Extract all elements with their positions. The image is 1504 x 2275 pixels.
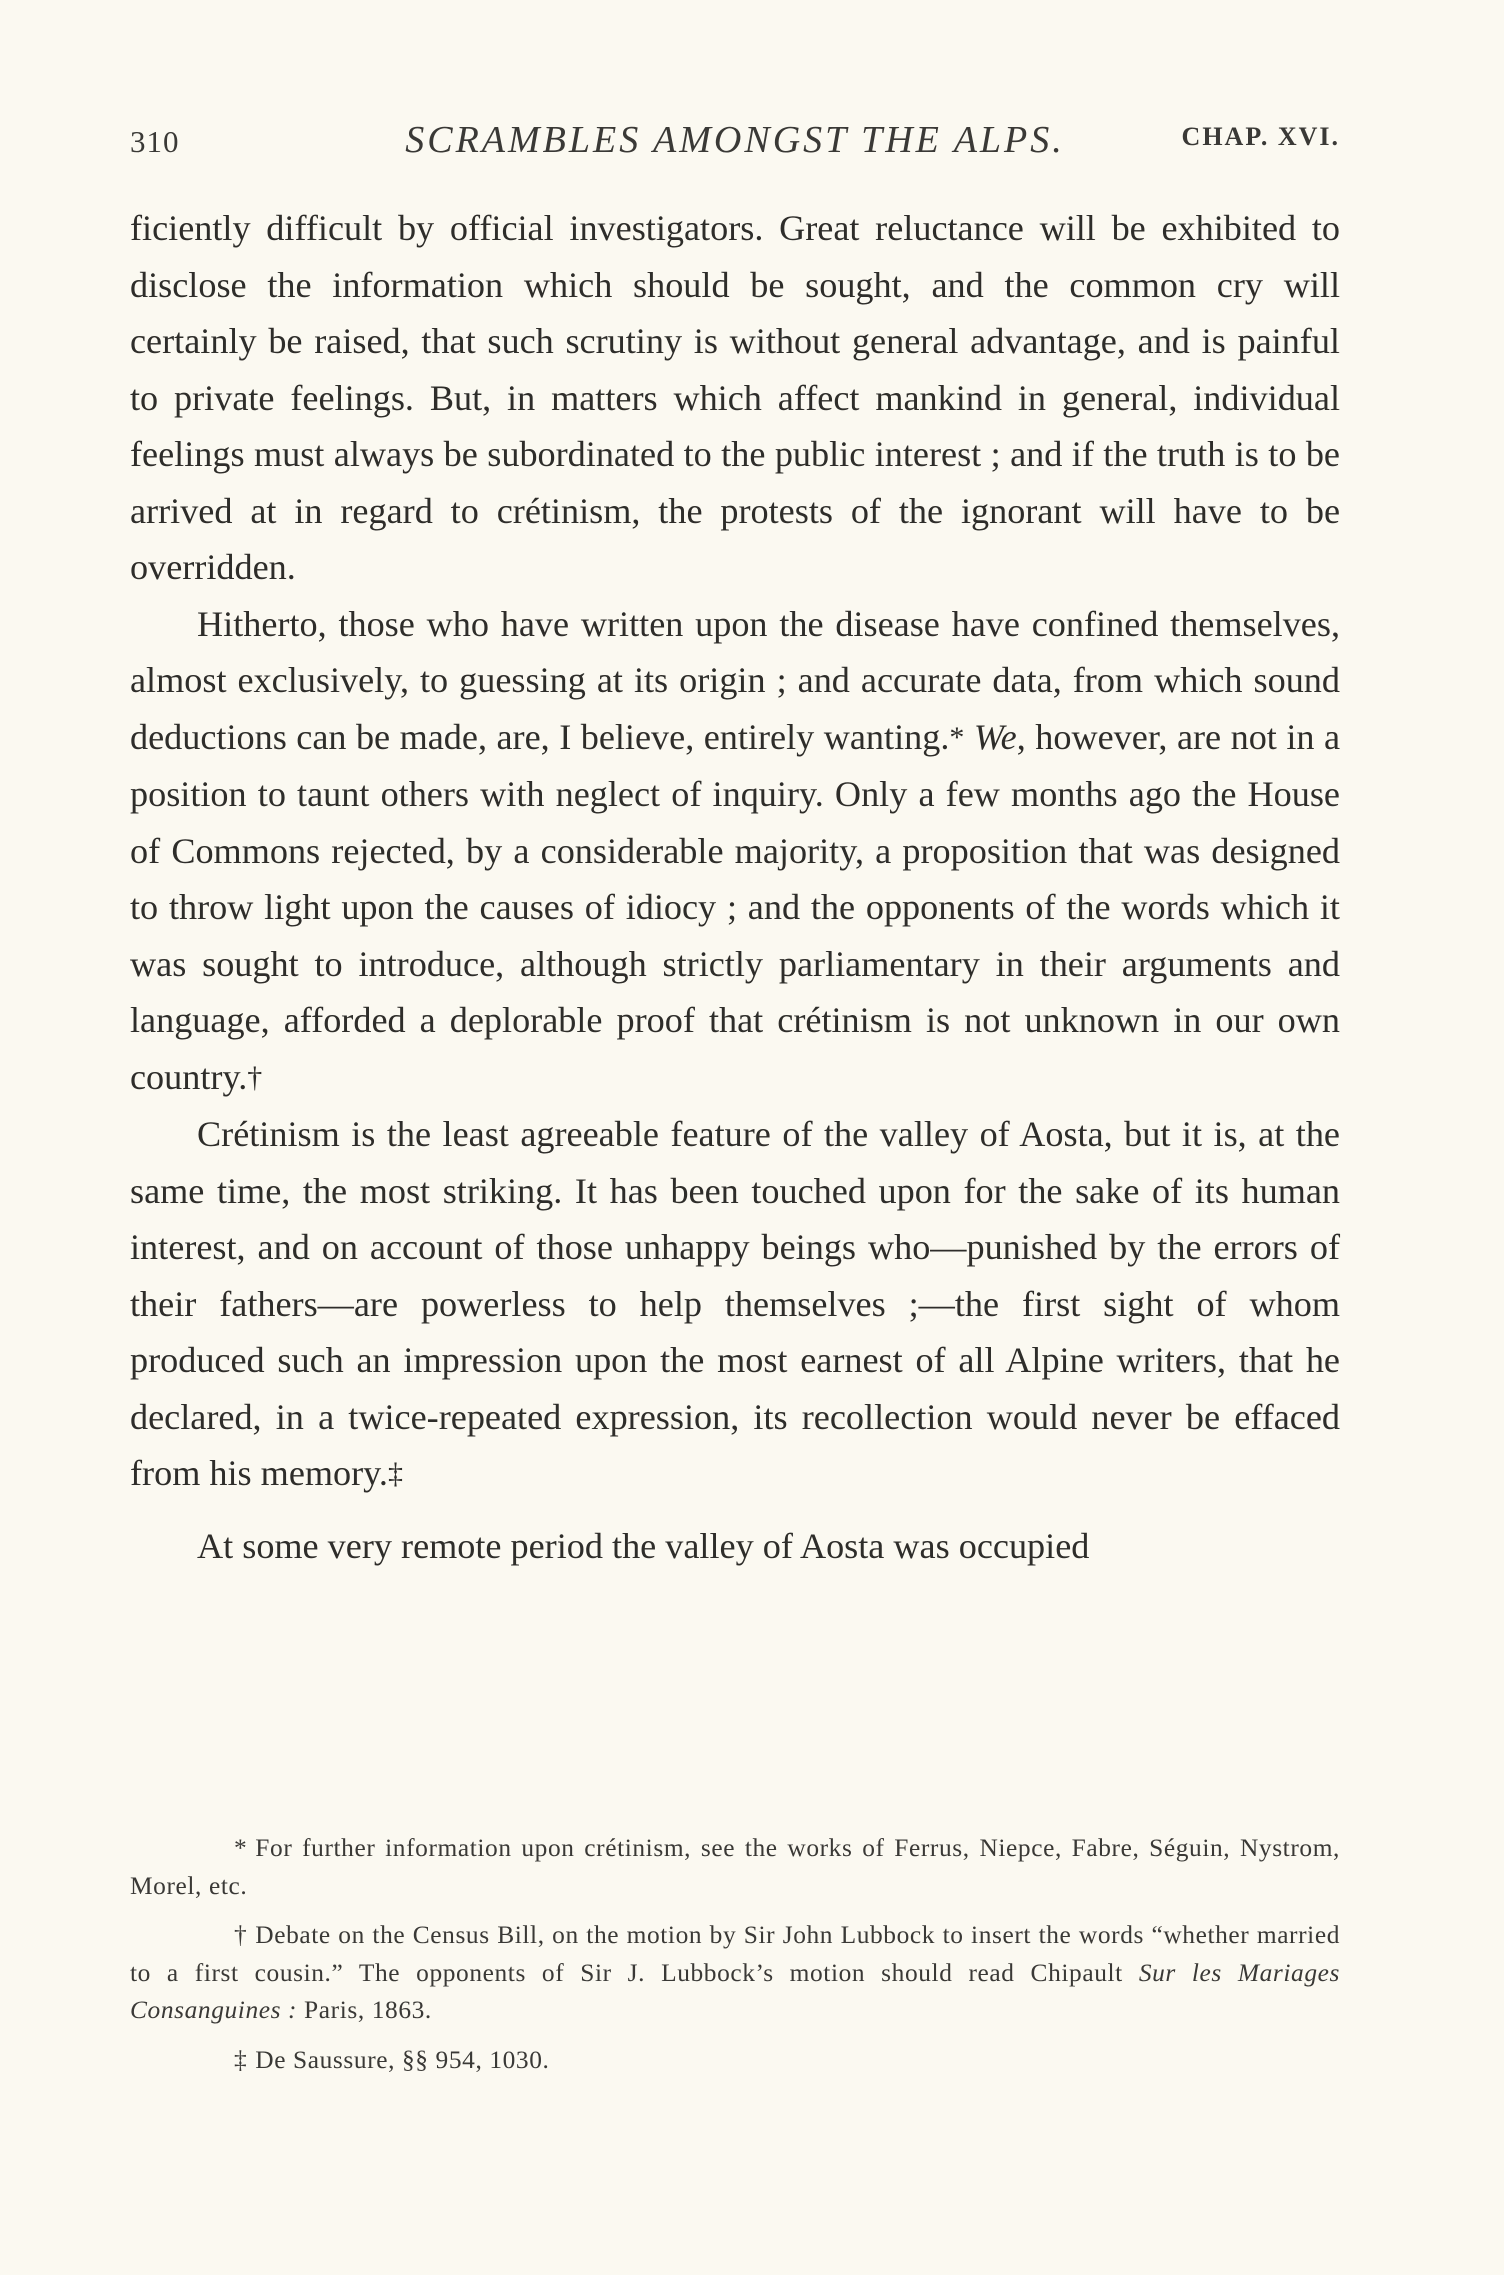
paragraph (130, 1106, 1340, 1503)
footnote (130, 1917, 1340, 2030)
footnote-text: De Saussure, §§ 954, 1030. (255, 2045, 550, 2074)
paragraph (130, 596, 1340, 1107)
chapter-label: CHAP. XVI. (1181, 122, 1340, 151)
running-title: SCRAMBLES AMONGST THE ALPS. (405, 119, 1065, 161)
footnote (130, 2042, 1340, 2080)
footnotes (130, 1830, 1340, 2091)
footnote-mark: * (234, 1834, 248, 1862)
footnote-text: Paris, 1863. (304, 1996, 432, 2024)
footnote-text: For further information upon crétinism, see the works of Ferrus, Niepce, Fabre, Séguin, Nystrom, Morel, etc. (130, 1834, 1340, 1900)
running-head (130, 118, 1340, 168)
footnote-ref: ‡ (387, 1457, 403, 1490)
footnote (130, 1830, 1340, 1905)
page-number: 310 (130, 124, 180, 159)
paragraph-text: Hitherto, those who have written upon the disease have confined themselves, almost exclusively, to guessing at its origin ; and accurate data, from which sound deductions can be made, are, I believe, entirely wanting. (130, 603, 1340, 757)
footnote-mark: ‡ (234, 2045, 248, 2074)
footnote-ref: * (949, 720, 965, 754)
paragraph-text: , however, are not in a position to taunt others with neglect of inquiry. Only a few months ago the House of Commons rejected, by a considerable majority, a proposition that was designed to throw light upon the causes of idiocy ; and the opponents of the words which it was sought to introduce, although strictly parliamentary in their arguments and language, afforded a deplorable proof that crétinism is not unknown in our own country. (130, 716, 1341, 1097)
paragraph: ficiently difficult by official investigators. Great reluctance will be exhibited to disclose the information which should be sought, and the common cry will certainly be raised, that such scrutiny is without general advantage, and is painful to private feelings. But, in matters which affect mankind in general, individual feelings must always be subordinated to the public interest ; and if the truth is to be arrived at in regard to crétinism, the protests of the ignorant will have to be overridden. (130, 208, 1340, 587)
footnote-ref: † (247, 1060, 263, 1094)
paragraph: At some very remote period the valley of Aosta was occupied (197, 1525, 1090, 1566)
footnote-mark: † (234, 1921, 248, 1949)
book-page (130, 0, 1340, 2275)
footnote-text: Debate on the Census Bill, on the motion by Sir John Lubbock to insert the words “whether married to a first cousin.” The opponents of Sir J. Lubbock’s motion should read Chipault (130, 1921, 1340, 1987)
footnote-emphasis: Sur les Mariages Consanguines : (130, 1958, 1340, 2024)
body-text (130, 200, 1340, 1574)
paragraph-text: Crétinism is the least agreeable feature of the valley of Aosta, but it is, at the same time, the most striking. It has been touched upon for the sake of its human interest, and on account of those unhappy beings who—punished by the errors of their fathers—are powerless to help themselves ;—the first sight of whom produced such an impression upon the most earnest of all Alpine writers, that he declared, in a twice-repeated expression, its recollection would never be effaced from his memory. (130, 1114, 1340, 1493)
emphasis: We (973, 716, 1017, 757)
